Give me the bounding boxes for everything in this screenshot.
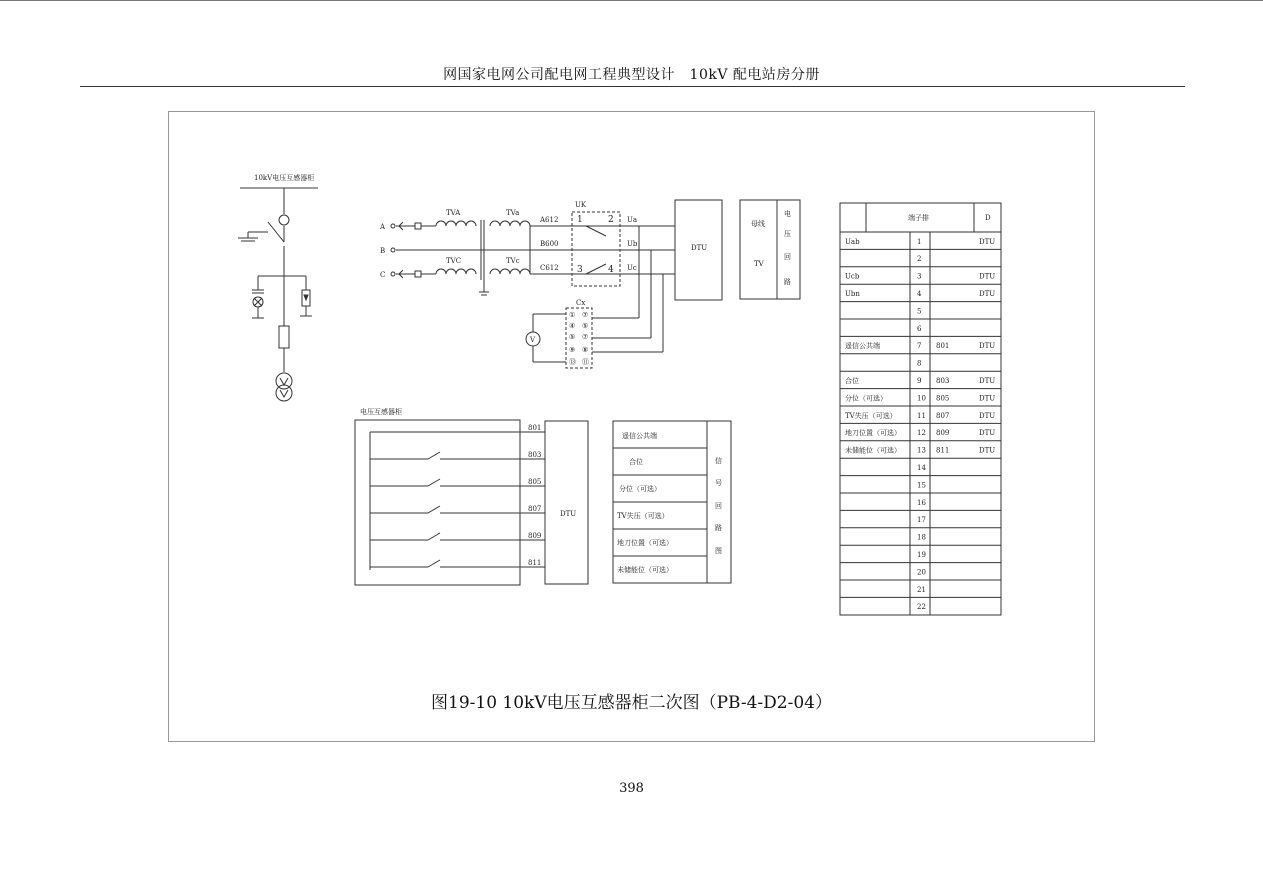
terminal-row-destination: DTU <box>979 377 996 386</box>
terminal-row-destination: DTU <box>979 237 996 246</box>
terminal-row-number: 13 <box>917 446 926 455</box>
selector-right-4: ⑧ <box>582 346 589 354</box>
terminal-row-code: 809 <box>936 429 950 438</box>
terminal-row-label: 地刀位置（可选） <box>845 429 901 438</box>
tv-a-secondary-label: TVa <box>506 209 520 217</box>
terminal-row-number: 6 <box>917 324 922 333</box>
selector-right-1: ⑦ <box>582 311 589 319</box>
signal-num-809: 809 <box>528 532 542 540</box>
terminal-row-code: 801 <box>936 342 950 351</box>
bus-tv-box <box>740 200 800 299</box>
terminal-row-number: 11 <box>917 411 926 420</box>
dtu-label-voltage: DTU <box>691 244 708 252</box>
terminal-row-label: Ubn <box>845 290 860 299</box>
terminal-row-destination: DTU <box>979 342 996 351</box>
primary-diagram <box>238 188 318 401</box>
signal-side-2: 号 <box>715 479 722 487</box>
bus-uc: Uc <box>627 264 637 272</box>
terminal-row-number: 12 <box>917 429 926 438</box>
terminal-row-number: 16 <box>917 498 926 507</box>
signal-row-2: 合位 <box>629 458 643 466</box>
signal-num-811: 811 <box>528 559 542 567</box>
bus-box-bottom: TV <box>754 260 764 268</box>
terminal-header-right: D <box>985 214 991 222</box>
voltage-circuit <box>391 200 722 368</box>
signal-side-5: 图 <box>715 547 722 555</box>
selector-right-2: ⑤ <box>582 322 589 330</box>
selector-right-3: ⑦ <box>582 333 589 341</box>
signal-num-807: 807 <box>528 505 542 513</box>
phase-a: A <box>380 223 386 231</box>
terminal-row-destination: DTU <box>979 272 996 281</box>
terminal-row-number: 15 <box>917 481 926 490</box>
terminal-row-destination: DTU <box>979 429 996 438</box>
selector-right-5: ⑪ <box>582 358 589 366</box>
bus-box-right-3: 回 <box>784 253 791 261</box>
bus-box-right-4: 路 <box>784 278 791 286</box>
terminal-row-number: 2 <box>917 255 922 264</box>
bus-box-right-2: 压 <box>784 230 791 238</box>
figure-caption: 图19-10 10kV电压互感器柜二次图（PB-4-D2-04） <box>431 693 832 713</box>
signal-title: 电压互感器柜 <box>360 408 402 416</box>
selector-left-4: ⑨ <box>569 346 576 354</box>
terminal-row-number: 10 <box>917 394 926 403</box>
terminal-row-code: 807 <box>936 411 950 420</box>
terminal-row-number: 9 <box>917 377 922 386</box>
signal-side-3: 回 <box>715 502 722 510</box>
terminal-row-code: 811 <box>936 446 950 455</box>
signal-num-803: 803 <box>528 451 542 459</box>
selector-left-1: ① <box>569 311 576 319</box>
signal-side-1: 信 <box>715 457 722 465</box>
terminal-row-label: TV失压（可选） <box>845 411 897 420</box>
signal-num-801: 801 <box>528 424 542 432</box>
terminal-row-number: 17 <box>917 516 926 525</box>
terminal-row-label: 分位（可选） <box>845 394 887 403</box>
terminal-row-destination: DTU <box>979 394 996 403</box>
terminal-row-number: 4 <box>917 290 922 299</box>
terminal-row-destination: DTU <box>979 411 996 420</box>
terminal-row-label: 遥信公共端 <box>845 342 880 351</box>
primary-title: 10kV电压互感器柜 <box>254 174 315 182</box>
wire-a612: A612 <box>540 216 559 224</box>
switch-contact-2: 2 <box>608 215 614 225</box>
selector-label: Cx <box>576 299 586 307</box>
bus-box-right-1: 电 <box>784 210 791 218</box>
dtu-label-signal: DTU <box>560 510 577 518</box>
terminal-row-destination: DTU <box>979 290 996 299</box>
signal-num-805: 805 <box>528 478 542 486</box>
signal-side-4: 路 <box>715 524 722 532</box>
selector-left-5: ⑬ <box>569 358 576 366</box>
page-number: 398 <box>619 781 644 796</box>
terminal-row-number: 22 <box>917 603 926 612</box>
terminal-row-label: Uab <box>845 237 860 246</box>
phase-b: B <box>380 247 386 255</box>
terminal-row-code: 803 <box>936 377 950 386</box>
signal-circuit <box>355 420 731 585</box>
terminal-header: 端子排 <box>908 214 929 222</box>
tv-a-label: TVA <box>446 209 461 217</box>
switch-label: UK <box>575 201 587 209</box>
terminal-row-number: 18 <box>917 533 926 542</box>
phase-c: C <box>380 271 386 279</box>
tv-c-label: TVC <box>446 257 462 265</box>
bus-ub: Ub <box>627 240 638 248</box>
terminal-row-number: 7 <box>917 342 922 351</box>
terminal-row-number: 20 <box>917 568 926 577</box>
bus-box-top: 母线 <box>751 220 765 228</box>
terminal-row-label: Ucb <box>845 272 860 281</box>
wire-b600: B600 <box>540 240 559 248</box>
terminal-row-number: 5 <box>917 307 922 316</box>
terminal-row-number: 1 <box>917 237 922 246</box>
terminal-row-code: 805 <box>936 394 950 403</box>
bus-ua: Ua <box>627 216 638 224</box>
signal-row-1: 遥信公共端 <box>622 432 657 440</box>
switch-contact-4: 4 <box>608 265 614 275</box>
selector-left-2: ④ <box>569 322 576 330</box>
terminal-row-label: 未储能位（可选） <box>845 446 901 455</box>
switch-contact-1: 1 <box>577 215 583 225</box>
terminal-row-number: 8 <box>917 359 922 368</box>
terminal-row-number: 19 <box>917 551 926 560</box>
voltmeter-label: V <box>530 336 536 344</box>
wire-c612: C612 <box>540 264 559 272</box>
terminal-row-destination: DTU <box>979 446 996 455</box>
signal-row-4: TV失压（可选） <box>617 512 669 520</box>
terminal-row-number: 21 <box>917 585 926 594</box>
terminal-row-number: 3 <box>917 272 922 281</box>
terminal-row-label: 合位 <box>845 377 859 386</box>
signal-row-3: 分位（可选） <box>619 485 661 493</box>
signal-row-5: 地刀位置（可选） <box>617 539 673 547</box>
terminal-row-number: 14 <box>917 464 926 473</box>
signal-row-6: 未储能位（可选） <box>617 566 673 574</box>
tv-c-secondary-label: TVc <box>506 257 520 265</box>
switch-contact-3: 3 <box>577 265 583 275</box>
header-title: 网国家电网公司配电网工程典型设计 10kV 配电站房分册 <box>443 67 820 83</box>
selector-left-3: ⑤ <box>569 333 576 341</box>
